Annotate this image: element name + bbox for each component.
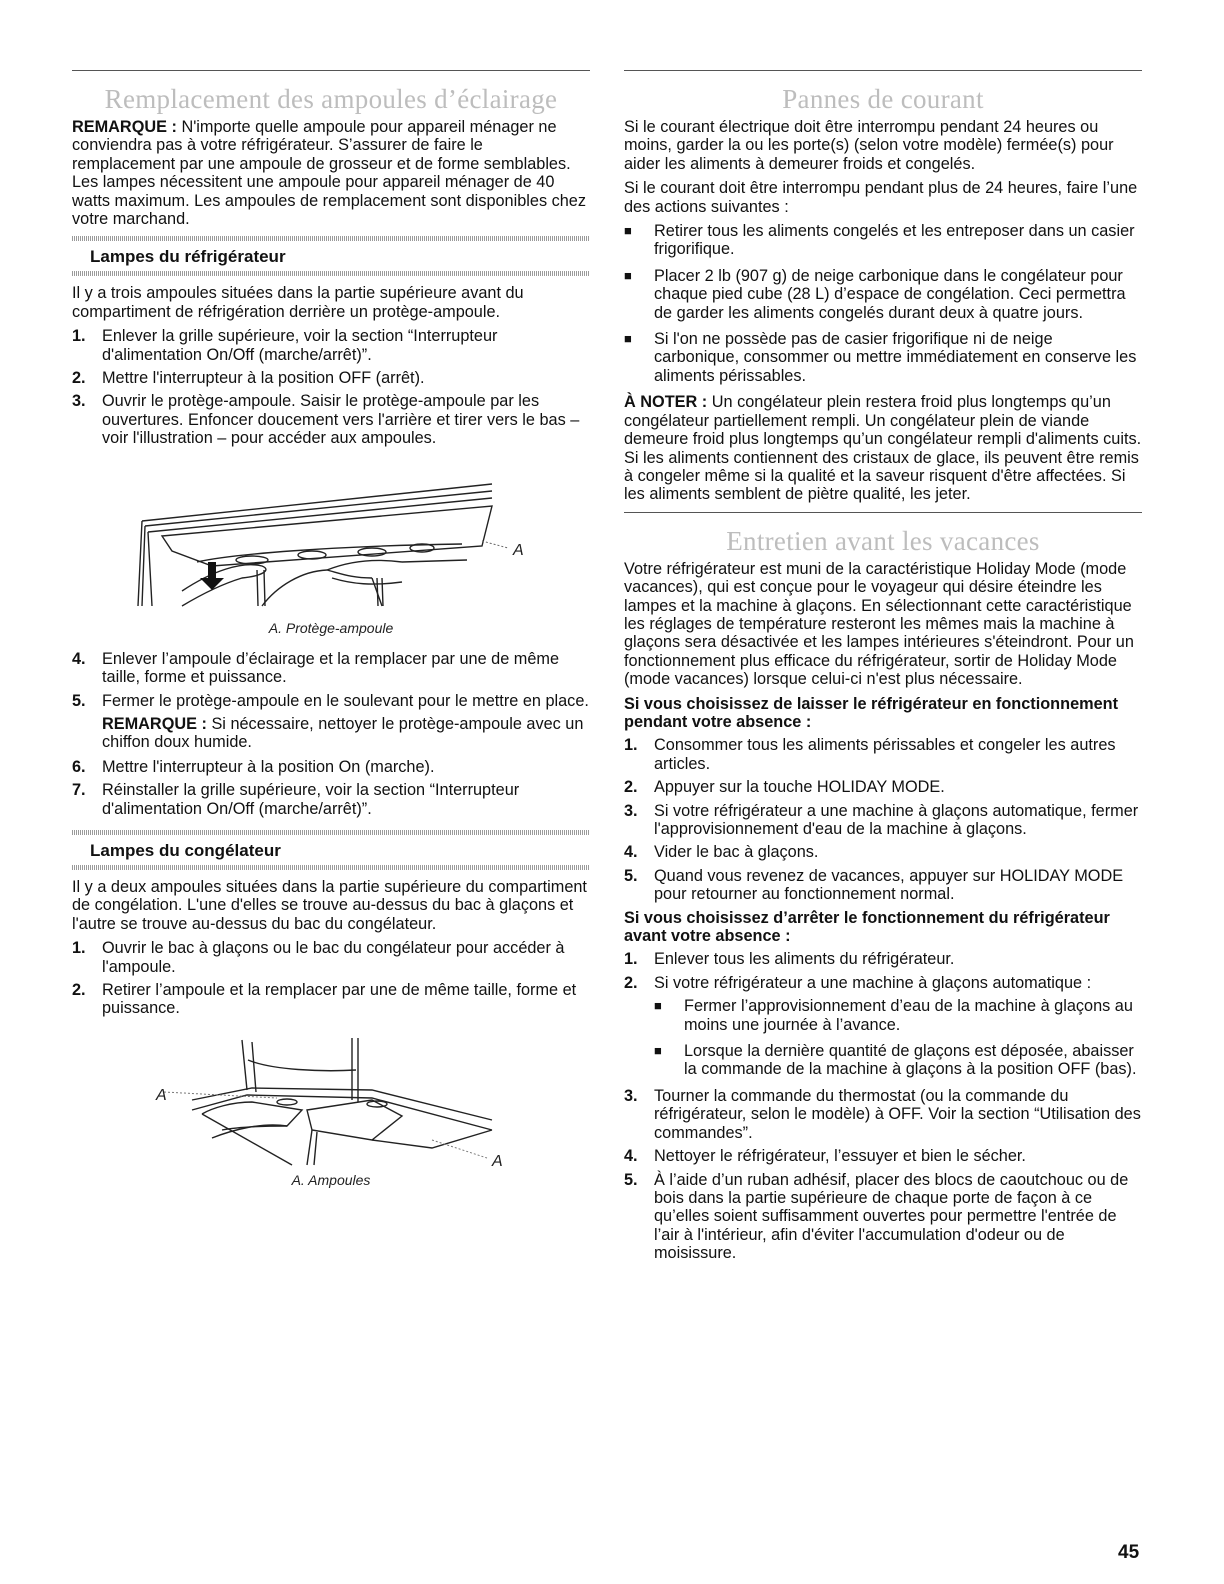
top-rule (72, 70, 590, 71)
list-item: 2. Mettre l'interrupteur à la position OFF (arrêt). (72, 369, 425, 388)
freezer-intro: Il y a deux ampoules situées dans la partie supérieure du compartiment de congélation. L'une d'elles se trouve au-dessus du bac à glaçons et l'autre se trouve au-dessus du bac du congélateur. (72, 877, 587, 933)
subheading-leave-running: Si vous choisissez de laisser le réfrigérateur en fonctionnement pendant votre absence : (624, 694, 1119, 731)
top-rule (624, 70, 1142, 71)
bullet-square-icon: ■ (654, 1043, 662, 1059)
list-item: 3. Si votre réfrigérateur a une machine à glaçons automatique, fermer l'approvisionnement d'eau de la machine à glaçons. (624, 801, 1139, 838)
vacation-intro: Votre réfrigérateur est muni de la caractéristique Holiday Mode (mode vacances), qui est conçue pour le voyageur qui désire éteindre les lampes et la machine à glaçons. En sélectionnant cette caractéristique les réglages de température resteront les mêmes mais la machine à glaçons sera désactivée et les lampes intérieures s'éteindront. Pour un fonctionnement plus efficace du réfrigérateur, sortir de Holiday Mode (mode vacances) lorsque celui-ci n'est plus nécessaire. (624, 559, 1134, 689)
list-item: 2. Si votre réfrigérateur a une machine à glaçons automatique : (624, 973, 1092, 992)
hatch-divider (72, 236, 590, 241)
section-title-vacation: Entretien avant les vacances (726, 525, 1040, 556)
subheading-freezer-lamps: Lampes du congélateur (90, 840, 281, 860)
power-note: À NOTER : Un congélateur plein restera froid plus longtemps qu’un congélateur partiellement rempli. Un congélateur plein de viande demeure froid plus longtemps qu’un congélateur rempli d'aliments cuits. Si les aliments contiennent des cristaux de glace, ils peuvent être remis à congeler même si la qualité et la saveur risquent d'être affectées. Si les aliments semblent de piètre qualité, les jeter. (624, 393, 1142, 504)
list-item: 1. Enlever tous les aliments du réfrigérateur. (624, 950, 955, 969)
page-number: 45 (1118, 1542, 1140, 1563)
list-item: 4. Vider le bac à glaçons. (624, 843, 819, 862)
list-item: ■ Lorsque la dernière quantité de glaçons est déposée, abaisser la commande de la machine à glaçons à la position OFF (bas). (654, 1042, 1137, 1079)
right-column (624, 70, 1142, 1268)
list-item: ■ Fermer l’approvisionnement d’eau de la machine à glaçons au moins une journée à l’avance. (654, 997, 1133, 1034)
list-item: 1. Ouvrir le bac à glaçons ou le bac du congélateur pour accéder à l'ampoule. (72, 939, 565, 976)
caption-freezer-bulbs: A. Ampoules (291, 1171, 371, 1188)
caption-bulb-shield: A. Protège-ampoule (268, 619, 394, 636)
illustration-freezer-bulbs (72, 1030, 590, 1170)
list-item: ■ Retirer tous les aliments congelés et les entreposer dans un casier frigorifique. (624, 222, 1135, 259)
power-p2: Si le courant doit être interrompu pendant plus de 24 heures, faire l’une des actions suivantes : (624, 179, 1138, 216)
fridge-ceiling-drawing (72, 466, 590, 616)
power-p1: Si le courant électrique doit être interrompu pendant 24 heures ou moins, garder la ou les porte(s) (selon votre modèle) fermée(s) pour aider les aliments à demeurer froids et congelés. (624, 118, 1114, 173)
list-item: 4. Nettoyer le réfrigérateur, l’essuyer et bien le sécher. (624, 1147, 1026, 1166)
bulbs-intro (72, 118, 590, 228)
list-item: 5. À l’aide d’un ruban adhésif, placer des blocs de caoutchouc ou de bois dans la partie supérieure de chaque porte de façon à ce qu’elles soient suffisamment ouvertes pour permettre l'entrée de l’air à l'intérieur, afin d'éviter l'accumulation d'odeur ou de moisissure. (624, 1170, 1129, 1263)
bullet-square-icon: ■ (624, 331, 632, 347)
list-item: 2. Appuyer sur la touche HOLIDAY MODE. (624, 778, 945, 797)
note-text: N'importe quelle ampoule pour appareil ménager ne conviendra pas à votre réfrigérateur. S’assurer de faire le remplacement par une ampoule de grosseur et de forme semblables. Les lampes nécessitent une ampoule pour appareil ménager de 40 watts maximum. Les ampoules de remplacement sont disponibles chez votre marchand. (72, 118, 587, 229)
bullet-square-icon: ■ (624, 223, 632, 239)
list-item: 4. Enlever l’ampoule d’éclairage et la remplacer par une de même taille, forme et puissance. (72, 649, 560, 687)
list-item: 3. Tourner la commande du thermostat (ou la commande du réfrigérateur, selon le modèle) à OFF. Voir la section “Utilisation des commandes”. (624, 1086, 1141, 1142)
list-item: 1. Enlever la grille supérieure, voir la section “Interrupteur d'alimentation On/Off (marche/arrêt)”. (72, 327, 498, 364)
list-item: ■ Placer 2 lb (907 g) de neige carbonique dans le congélateur pour chaque pied cube (28 L) d’espace de congélation. Ceci permettra de garder les aliments congelés durant deux à quatre jours. (624, 266, 1126, 322)
list-item: 2. Retirer l’ampoule et la remplacer par une de même taille, forme et puissance. (72, 980, 577, 1018)
illustration-label-a: A (492, 1152, 503, 1170)
list-item: 5. Quand vous revenez de vacances, appuyer sur HOLIDAY MODE pour retourner au fonctionnement normal. (624, 866, 1124, 904)
fridge-intro: Il y a trois ampoules situées dans la partie supérieure avant du compartiment de réfrigération derrière un protège-ampoule. (72, 284, 524, 321)
list-item: 6. Mettre l'interrupteur à la position On (marche). (72, 757, 435, 776)
bullet-square-icon: ■ (654, 998, 662, 1014)
illustration-label-a: A (156, 1086, 167, 1104)
freezer-drawing (72, 1030, 590, 1170)
subheading-fridge-lamps: Lampes du réfrigérateur (90, 247, 286, 267)
bullet-square-icon: ■ (624, 267, 632, 283)
illustration-bulb-shield (72, 466, 590, 616)
section-title-bulbs: Remplacement des ampoules d’éclairage (104, 84, 558, 114)
left-column (72, 70, 590, 1188)
list-item: 7. Réinstaller la grille supérieure, voir la section “Interrupteur d'alimentation On/Off (marche/arrêt)”. (72, 781, 520, 818)
hatch-divider (72, 271, 590, 276)
list-item: ■ Si l'on ne possède pas de casier frigorifique ni de neige carbonique, consommer ou mettre immédiatement en conserve les aliments périssables. (624, 330, 1137, 385)
illustration-label-a: A (513, 541, 524, 559)
section-rule (624, 512, 1142, 513)
list-item: 5. Fermer le protège-ampoule en le soulevant pour le mettre en place. (72, 691, 589, 710)
list-item: 1. Consommer tous les aliments périssables et congeler les autres articles. (624, 736, 1116, 773)
subheading-stop-running: Si vous choisissez d’arrêter le fonctionnement du réfrigérateur avant votre absence : (624, 908, 1110, 946)
note-label: REMARQUE : (72, 118, 177, 136)
hatch-divider (72, 865, 590, 870)
note-clean-shield: REMARQUE : Si nécessaire, nettoyer le protège-ampoule avec un chiffon doux humide. (102, 714, 584, 752)
section-title-power-outage: Pannes de courant (782, 84, 984, 114)
hatch-divider (72, 830, 590, 835)
list-item: 3. Ouvrir le protège-ampoule. Saisir le protège-ampoule par les ouvertures. Enfoncer doucement vers l'arrière et tirer vers le bas – voir l'illustration – pour accéder aux ampoules. (72, 392, 580, 448)
